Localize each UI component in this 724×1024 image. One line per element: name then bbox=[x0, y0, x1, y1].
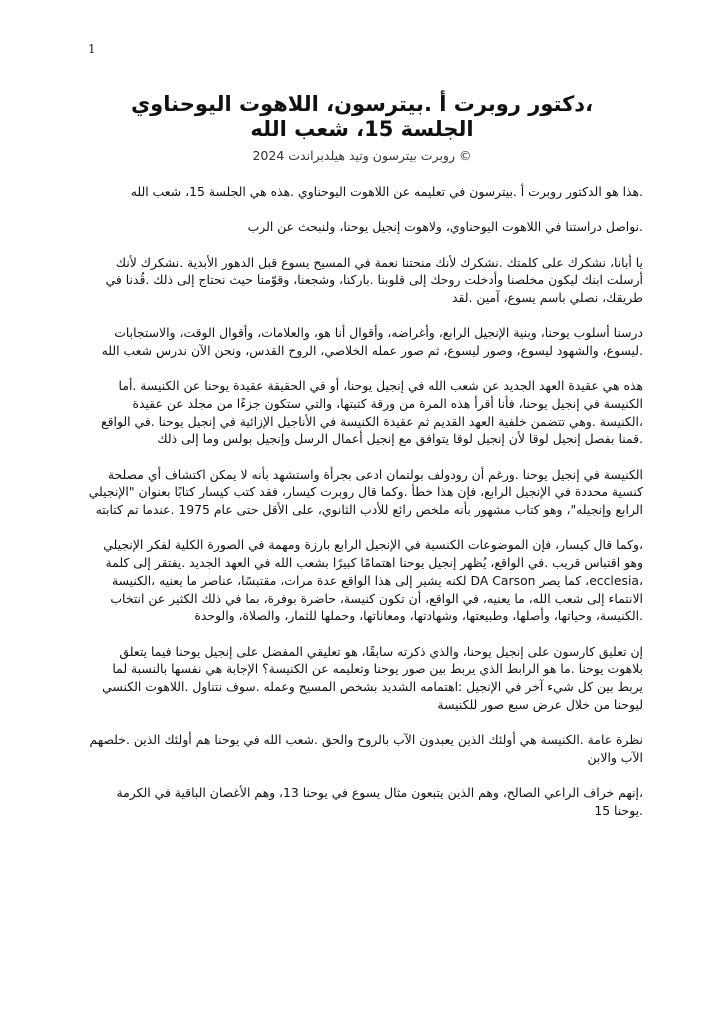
paragraph-shepherd-vine: ،إنهم خراف الراعي الصالح، وهم الذين يتبعون مثال يسوع في يوحنا 13، وهم الأغصان الباقية في الكرمة .يوحنا 15 bbox=[116, 784, 643, 818]
paragraph-continue-study: .نواصل دراستنا في اللاهوت اليوحناوي، ولاهوت إنجيل يوحنا، ولنبحث عن الرب bbox=[247, 219, 643, 235]
paragraph-overview: نظرة عامة .الكنيسة هي أولئك الذين يعبدون الآب بالروح والحق .شعب الله في يوحنا هم أولئك الذين .خلصهم الآب والابن bbox=[89, 731, 643, 765]
paragraph-ecclesia: ،وكما قال كيسار، فإن الموضوعات الكنسية في الإنجيل الرابع بارزة ومهمة في الصورة الكلية لفكر الإنجيلي وهو اقتباس قريب .في الواقع، يُظهر إنجيل يوحنا اهتمامًا كبيرًا بشعب الله في العهد الجديد .يفتقر إلى كلمة ،ecclesia، كما يصر DA Carson لكنه يشير إلى هذا الواقع عدة مرات، مقتبسًا، عناصر ما يعنيه ،الكنيسة الانتماء إلى شعب الله، ما يعنيه، في الواقع، أن تكون كنيسة، حاضرة بوفرة، بما في ذلك الكثير عن انتخاب .الكنيسة، وحياتها، وأصلها، وطبيعتها، وشهادتها، ومعاناتها، وحملها للثمار، والصلاة، والوحدة bbox=[103, 537, 643, 624]
title-line-1: ،دكتور روبرت أ .بيترسون، اللاهوت اليوحناوي bbox=[130, 92, 594, 116]
document-body bbox=[88, 183, 643, 837]
paragraph-carson-commentary: إن تعليق كارسون على إنجيل يوحنا، والذي ذكرته سابقًا، هو تعليقي المفضل على إنجيل يوحنا فيما يتعلق بلاهوت يوحنا .ما هو الرابط الذي يربط بين صور يوحنا وتعليمه عن الكنيسة؟ الإجابة هي نفسها بالنسبة لما يربط بين كل شيء آخر في الإنجيل :اهتمامه الشديد بشخص المسيح وعمله .سوف نتناول .اللاهوت الكنسي ليوحنا من خلال عرض سبع صور للكنيسة bbox=[102, 643, 643, 712]
page-number: 1 bbox=[88, 42, 96, 56]
paragraph-church-doctrine: هذه هي عقيدة العهد الجديد عن شعب الله في إنجيل يوحنا، أو في الحقيقة عقيدة يوحنا عن الكنيسة .أما الكنيسة في إنجيل يوحنا، فأنا أقرأ هذه المرة من ورقة كتبتها، والتي ستكون جزءًا من مجلد عن عقيدة ،الكنيسة .وهي تتضمن خلفية العهد القديم ثم عقيدة الكنيسة في الأناجيل الإزائية في إنجيل يوحنا .في الواقع .قمنا بفصل إنجيل لوقا لأن إنجيل لوقا يتوافق مع إنجيل أعمال الرسل وإنجيل بولس وما إلى ذلك bbox=[101, 378, 643, 447]
copyright-line: روبرت بيترسون وتيد هيلدبراندت 2024 © bbox=[252, 148, 472, 163]
document-title bbox=[60, 92, 664, 142]
paragraph-review: درسنا أسلوب يوحنا، وبنية الإنجيل الرابع، وأغراضه، وأقوال أنا هو، والعلامات، وأقوال الوقت، والاستجابات .ليسوع، والشهود ليسوع، وصور ليسوع، ثم صور عمله الخلاصي، الروح القدس، ونحن الآن ندرس شعب الله bbox=[101, 325, 643, 358]
paragraph-intro: .هذا هو الدكتور روبرت أ .بيترسون في تعليمه عن اللاهوت اليوحناوي .هذه هي الجلسة 15، شعب الله bbox=[130, 184, 643, 199]
paragraph-prayer: يا أبانا، نشكرك على كلمتك .نشكرك لأنك منحتنا نعمة في المسيح يسوع قبل الدهور الأبدية .نشكرك لأنك أرسلت ابنك ليكون مخلصنا وأدخلت روحك إلى قلوبنا .باركنا، وشجعنا، وقوّمنا حيث نحتاج إلى ذلك .قُدنا في طريقك، نصلي باسم يسوع، آمين .لقد bbox=[105, 254, 643, 305]
paragraph-bultmann-kysar: الكنيسة في إنجيل يوحنا .ورغم أن رودولف بولتمان ادعى بجرأة واستشهد بأنه لا يمكن اكتشاف أي مصلحة كنسية محددة في الإنجيل الرابع، فإن هذا خطأ .وكما قال روبرت كيسار، فقد كتب كيسار كتابًا بعنوان "الإنجيلي الرابع وإنجيله"، وهو كتاب مشهور بأنه ملخص رائع للأدب الثانوي، على الأقل حتى عام 1975 .عندما تم كتابته bbox=[88, 466, 643, 518]
title-line-2: الجلسة 15، شعب الله bbox=[250, 117, 474, 141]
